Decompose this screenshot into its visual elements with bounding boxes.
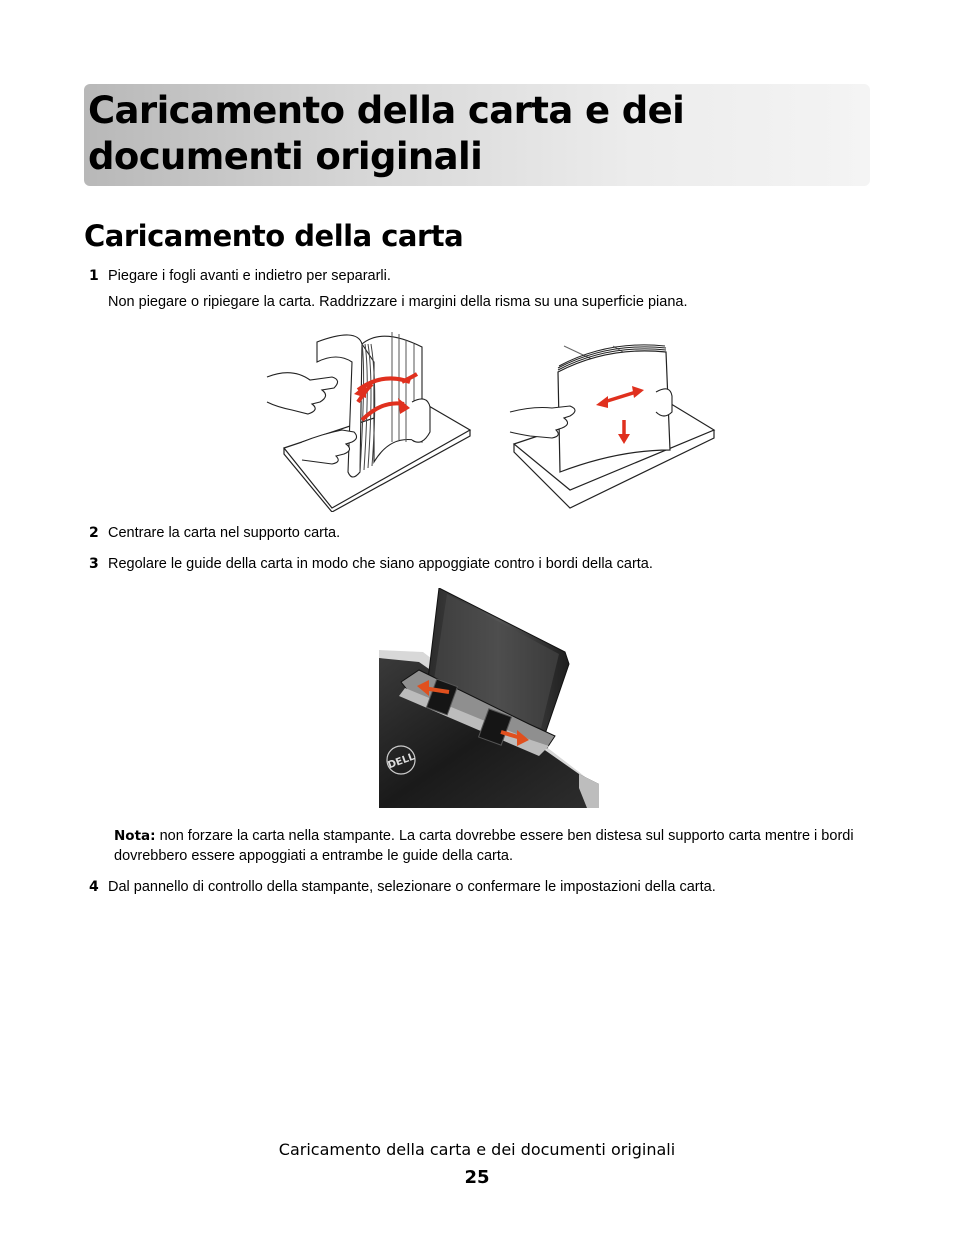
step-4-number: 4 <box>89 879 99 895</box>
section-title: Caricamento della carta <box>84 219 464 253</box>
dell-logo: DELL <box>386 751 417 772</box>
step-3-text: Regolare le guide della carta in modo che siano appoggiate contro i bordi della carta. <box>108 556 653 572</box>
step-1-text: Piegare i fogli avanti e indietro per separarli. <box>108 268 391 284</box>
step-4-text: Dal pannello di controllo della stampante, selezionare o confermare le impostazioni della carta. <box>108 879 716 895</box>
step-1-number: 1 <box>89 268 99 284</box>
flex-paper-illustration <box>262 322 472 512</box>
note-text: non forzare la carta nella stampante. La carta dovrebbe essere ben distesa sul supporto carta mentre i bordi dovrebbero essere appoggiati a entrambe le guide della carta. <box>114 828 854 864</box>
step-2-text: Centrare la carta nel supporto carta. <box>108 525 341 541</box>
note <box>114 826 859 866</box>
footer-chapter-title: Caricamento della carta e dei documenti originali <box>278 1140 676 1159</box>
step-3-number: 3 <box>89 556 99 572</box>
step-2-number: 2 <box>89 525 99 541</box>
printer-paper-guides-illustration <box>379 588 599 808</box>
note-label: Nota: <box>114 828 156 844</box>
align-edges-illustration <box>508 340 718 512</box>
page-number: 25 <box>464 1167 490 1188</box>
step-1-detail: Non piegare o ripiegare la carta. Raddrizzare i margini della risma su una superficie piana. <box>108 294 688 310</box>
chapter-title: Caricamento della carta e dei documenti originali <box>88 89 685 178</box>
